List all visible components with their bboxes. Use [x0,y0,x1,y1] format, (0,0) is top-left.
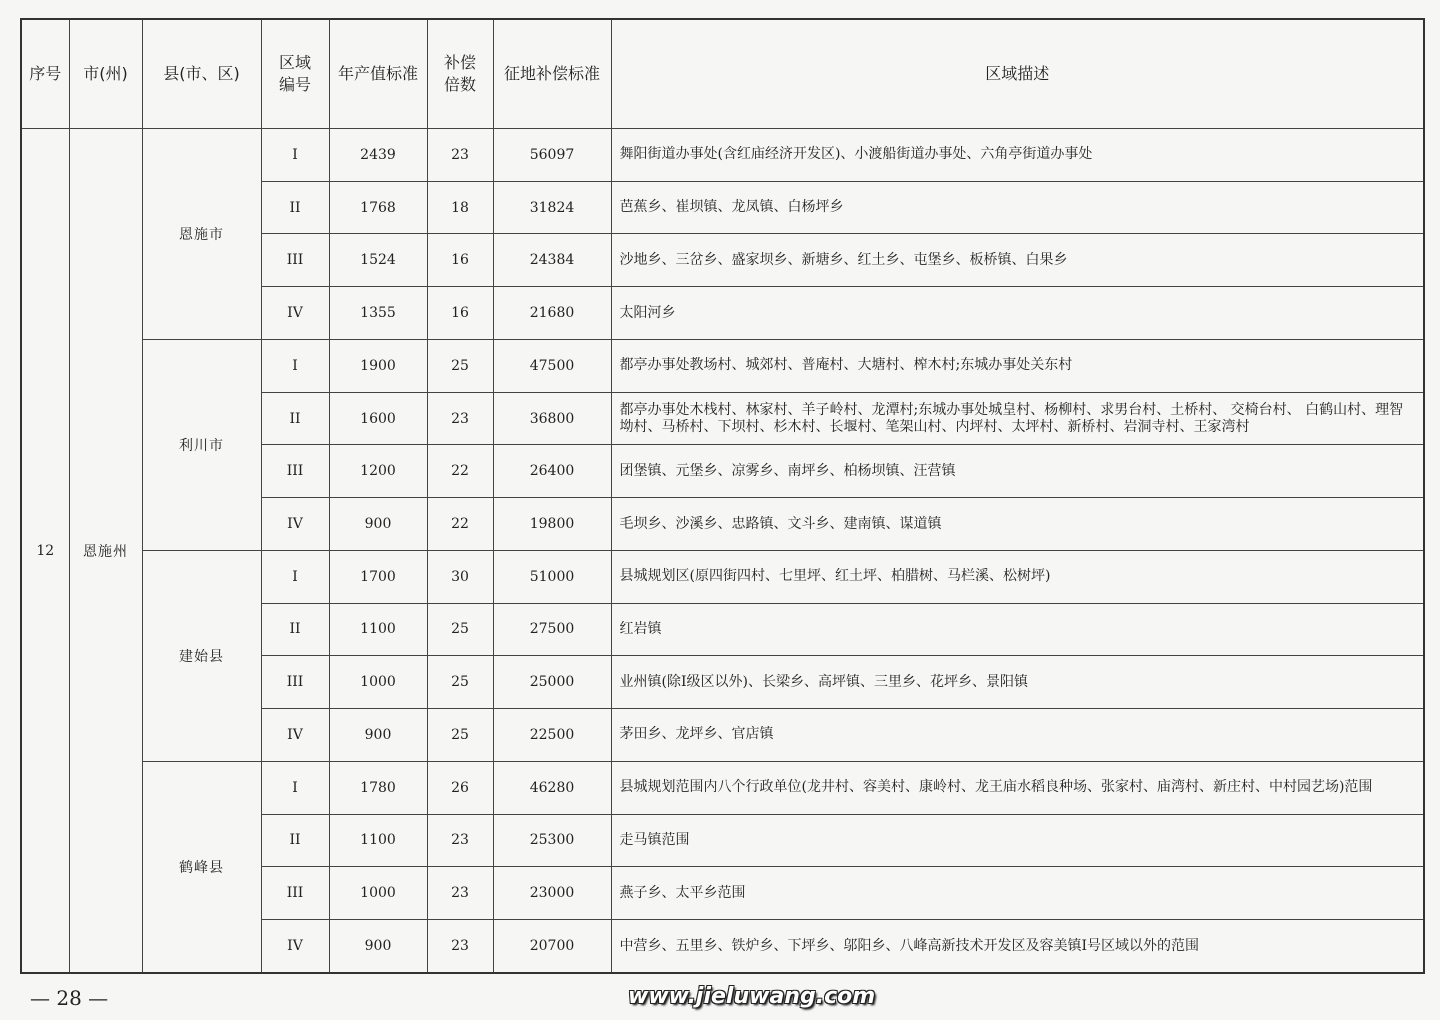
annual-value-cell: 2439 [329,129,427,182]
annual-value-cell: 1100 [329,814,427,867]
multiplier-cell: 25 [427,656,493,709]
zone-cell: IV [261,287,329,340]
county-cell: 利川市 [142,339,261,550]
zone-cell: II [261,603,329,656]
multiplier-cell: 18 [427,181,493,234]
compensation-cell: 22500 [493,709,611,762]
zone-cell: I [261,339,329,392]
compensation-cell: 23000 [493,867,611,920]
annual-value-cell: 1700 [329,550,427,603]
description-cell: 红岩镇 [611,603,1424,656]
annual-value-cell: 900 [329,920,427,973]
header-multiplier [427,19,493,129]
annual-value-cell: 1524 [329,234,427,287]
table-row [21,129,1424,182]
zone-cell: IV [261,709,329,762]
annual-value-cell: 1200 [329,445,427,498]
zone-cell: III [261,656,329,709]
annual-value-cell: 1355 [329,287,427,340]
zone-cell: IV [261,498,329,551]
county-cell: 恩施市 [142,129,261,340]
multiplier-cell: 23 [427,129,493,182]
description-cell: 燕子乡、太平乡范围 [611,867,1424,920]
compensation-cell: 21680 [493,287,611,340]
header-row [21,19,1424,129]
multiplier-cell: 23 [427,867,493,920]
zone-cell: III [261,867,329,920]
table-row [21,550,1424,603]
header-seq: 序号 [21,19,69,129]
description-cell: 团堡镇、元堡乡、凉雾乡、南坪乡、柏杨坝镇、汪营镇 [611,445,1424,498]
seq-cell: 12 [21,129,69,974]
zone-cell: I [261,550,329,603]
header-annual-value: 年产值标准 [329,19,427,129]
description-cell: 茅田乡、龙坪乡、官店镇 [611,709,1424,762]
compensation-cell: 25300 [493,814,611,867]
annual-value-cell: 1100 [329,603,427,656]
zone-cell: I [261,761,329,814]
zone-cell: III [261,234,329,287]
multiplier-cell: 30 [427,550,493,603]
page-number: — 28 — [30,986,109,1010]
county-cell: 建始县 [142,550,261,761]
zone-cell: II [261,392,329,445]
description-cell: 沙地乡、三岔乡、盛家坝乡、新塘乡、红土乡、屯堡乡、板桥镇、白果乡 [611,234,1424,287]
zone-cell: I [261,129,329,182]
compensation-cell: 26400 [493,445,611,498]
compensation-cell: 19800 [493,498,611,551]
header-mult-line2: 倍数 [443,75,476,94]
description-cell: 毛坝乡、沙溪乡、忠路镇、文斗乡、建南镇、谋道镇 [611,498,1424,551]
description-cell: 县城规划区(原四街四村、七里坪、红土坪、柏腊树、马栏溪、松树坪) [611,550,1424,603]
table-row [21,761,1424,814]
annual-value-cell: 1780 [329,761,427,814]
description-cell: 走马镇范围 [611,814,1424,867]
city-cell: 恩施州 [69,129,142,974]
description-cell: 中营乡、五里乡、铁炉乡、下坪乡、邬阳乡、八峰高新技术开发区及容美镇I号区域以外的范围 [611,920,1424,973]
compensation-table [20,18,1425,974]
compensation-cell: 27500 [493,603,611,656]
compensation-cell: 56097 [493,129,611,182]
description-cell: 都亭办事处教场村、城郊村、普庵村、大塘村、榨木村;东城办事处关东村 [611,339,1424,392]
multiplier-cell: 25 [427,339,493,392]
zone-cell: II [261,814,329,867]
annual-value-cell: 1900 [329,339,427,392]
description-cell: 业州镇(除I级区以外)、长梁乡、高坪镇、三里乡、花坪乡、景阳镇 [611,656,1424,709]
compensation-cell: 31824 [493,181,611,234]
zone-cell: IV [261,920,329,973]
header-zone-line1: 区域 [278,53,311,72]
multiplier-cell: 22 [427,498,493,551]
compensation-cell: 47500 [493,339,611,392]
header-zone [261,19,329,129]
compensation-cell: 36800 [493,392,611,445]
multiplier-cell: 25 [427,709,493,762]
multiplier-cell: 23 [427,920,493,973]
multiplier-cell: 23 [427,392,493,445]
description-cell: 舞阳街道办事处(含红庙经济开发区)、小渡船街道办事处、六角亭街道办事处 [611,129,1424,182]
compensation-cell: 51000 [493,550,611,603]
description-cell: 太阳河乡 [611,287,1424,340]
zone-cell: II [261,181,329,234]
description-cell: 芭蕉乡、崔坝镇、龙凤镇、白杨坪乡 [611,181,1424,234]
compensation-cell: 24384 [493,234,611,287]
multiplier-cell: 16 [427,234,493,287]
compensation-cell: 20700 [493,920,611,973]
header-county: 县(市、区) [142,19,261,129]
annual-value-cell: 1768 [329,181,427,234]
annual-value-cell: 900 [329,709,427,762]
county-cell: 鹤峰县 [142,761,261,973]
table-row [21,339,1424,392]
multiplier-cell: 26 [427,761,493,814]
description-cell: 都亭办事处木栈村、林家村、羊子岭村、龙潭村;东城办事处城皇村、杨柳村、求男台村、土桥村、 交椅台村、 白鹤山村、理智坳村、马桥村、下坝村、杉木村、长堰村、笔架山村、内坪村、太坪村、新桥村、岩洞寺村、王家湾村 [611,392,1424,445]
header-city: 市(州) [69,19,142,129]
description-cell: 县城规划范围内八个行政单位(龙井村、容美村、康岭村、龙王庙水稻良种场、张家村、庙湾村、新庄村、中村园艺场)范围 [611,761,1424,814]
annual-value-cell: 1600 [329,392,427,445]
multiplier-cell: 25 [427,603,493,656]
multiplier-cell: 23 [427,814,493,867]
header-compensation: 征地补偿标准 [493,19,611,129]
annual-value-cell: 1000 [329,656,427,709]
header-zone-line2: 编号 [278,75,311,94]
multiplier-cell: 22 [427,445,493,498]
multiplier-cell: 16 [427,287,493,340]
annual-value-cell: 1000 [329,867,427,920]
compensation-cell: 46280 [493,761,611,814]
compensation-cell: 25000 [493,656,611,709]
zone-cell: III [261,445,329,498]
watermark: www.jieluwang.com [628,984,876,1009]
header-description: 区域描述 [611,19,1424,129]
header-mult-line1: 补偿 [443,53,476,72]
annual-value-cell: 900 [329,498,427,551]
